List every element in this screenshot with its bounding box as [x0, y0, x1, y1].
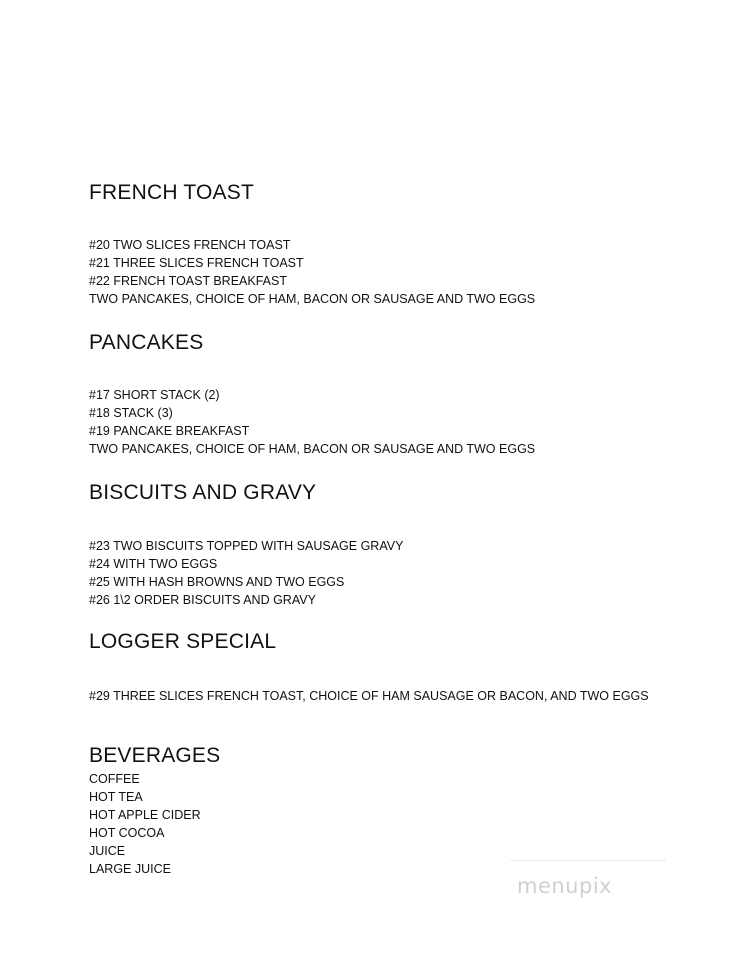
- menu-item: #21 THREE SLICES FRENCH TOAST: [89, 256, 304, 270]
- menu-item-description: TWO PANCAKES, CHOICE OF HAM, BACON OR SAUSAGE AND TWO EGGS: [89, 292, 536, 306]
- menu-item: LARGE JUICE: [89, 862, 171, 876]
- menu-item: JUICE: [89, 844, 126, 858]
- section-biscuits-and-gravy: [89, 480, 709, 609]
- menu-item-list: [89, 236, 709, 308]
- menu-item-list: [89, 537, 709, 609]
- section-beverages: [89, 743, 709, 878]
- menu-item-list: [89, 386, 709, 458]
- menu-item: HOT APPLE CIDER: [89, 808, 201, 822]
- menupix-watermark: [510, 860, 670, 910]
- menu-item: HOT TEA: [89, 790, 143, 804]
- menu-item-description: TWO PANCAKES, CHOICE OF HAM, BACON OR SAUSAGE AND TWO EGGS: [89, 442, 536, 456]
- section-title: BISCUITS AND GRAVY: [89, 481, 317, 504]
- watermark-logo-text: menupix: [517, 874, 613, 898]
- section-french-toast: [89, 180, 709, 308]
- menu-item: #24 WITH TWO EGGS: [89, 557, 218, 571]
- menu-item: #23 TWO BISCUITS TOPPED WITH SAUSAGE GRAVY: [89, 539, 404, 553]
- menu-item: #29 THREE SLICES FRENCH TOAST, CHOICE OF HAM SAUSAGE OR BACON, AND TWO EGGS: [89, 689, 649, 703]
- menu-item: #26 1\2 ORDER BISCUITS AND GRAVY: [89, 593, 316, 607]
- menu-item: #20 TWO SLICES FRENCH TOAST: [89, 238, 291, 252]
- menu-item: #25 WITH HASH BROWNS AND TWO EGGS: [89, 575, 345, 589]
- section-logger-special: [89, 629, 709, 705]
- watermark-divider: [510, 860, 665, 861]
- section-title: FRENCH TOAST: [89, 181, 254, 204]
- menu-item: HOT COCOA: [89, 826, 165, 840]
- section-title: PANCAKES: [89, 331, 204, 354]
- menu-item-list: [89, 687, 709, 705]
- menu-item: #19 PANCAKE BREAKFAST: [89, 424, 250, 438]
- menu-item: #22 FRENCH TOAST BREAKFAST: [89, 274, 287, 288]
- menu-item: #17 SHORT STACK (2): [89, 388, 220, 402]
- section-pancakes: [89, 330, 709, 458]
- section-title: LOGGER SPECIAL: [89, 630, 277, 653]
- menu-item: #18 STACK (3): [89, 406, 173, 420]
- menu-item: COFFEE: [89, 772, 140, 786]
- section-title: BEVERAGES: [89, 744, 221, 767]
